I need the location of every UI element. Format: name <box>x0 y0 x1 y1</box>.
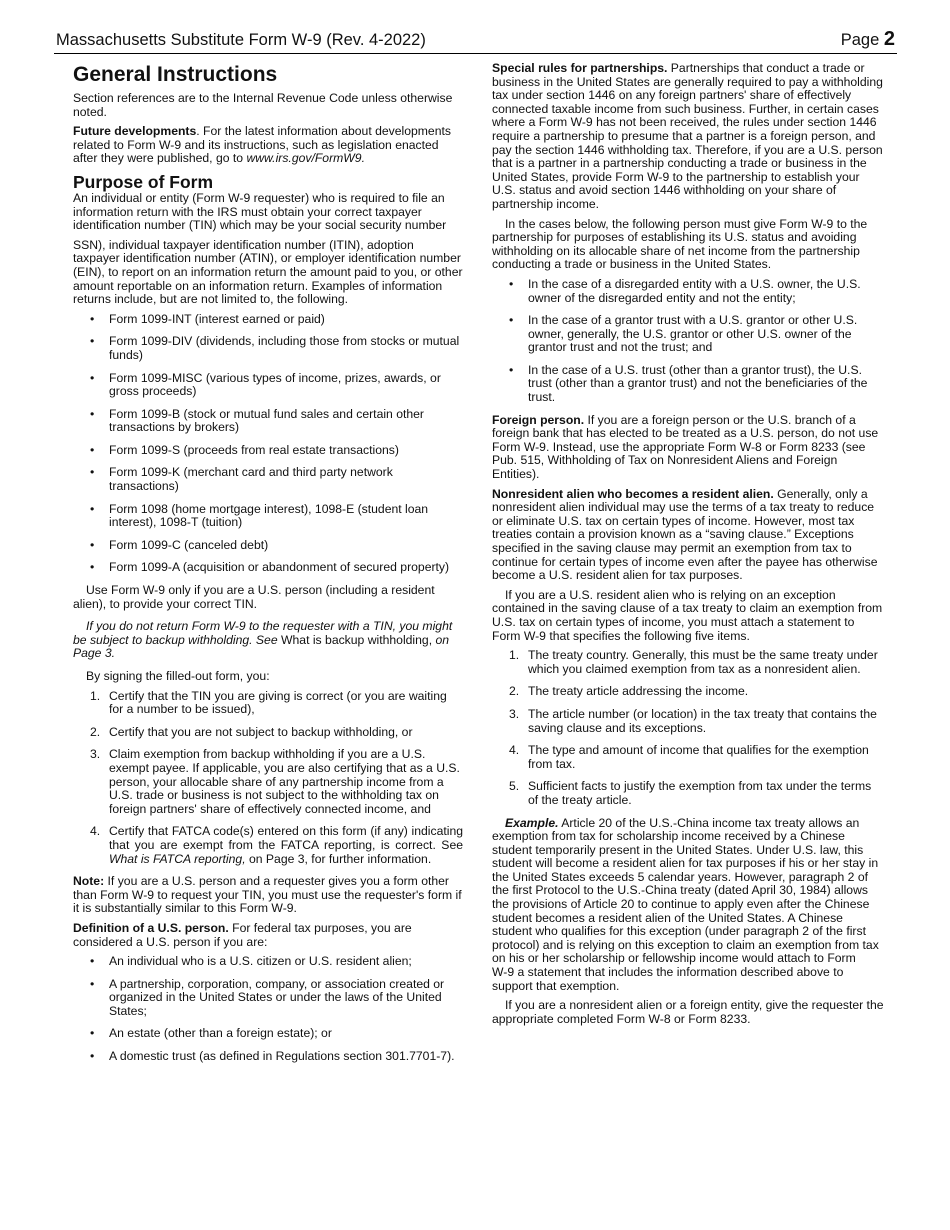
list-item <box>73 825 463 866</box>
right-column <box>492 62 884 1032</box>
item-text: Certify that you are not subject to backup withholding, or <box>109 724 413 739</box>
backup-withholding-paragraph <box>73 620 463 661</box>
future-developments-label: Future developments <box>73 124 197 139</box>
definition-paragraph <box>73 922 463 949</box>
foreign-person-text: If you are a foreign person or the U.S. branch of a foreign bank that has elected to be treated as a U.S. person, do not use Form W-9. Instead, use the appropriate Form W-8 or Form 8233 (see Pub. 515, Withholding of Tax on Nonresident Aliens and Foreign Entities). <box>492 412 879 482</box>
list-item: • Form 1099-MISC (various types of income, prizes, awards, or gross proceeds) <box>73 372 463 399</box>
list-item: • Form 1098 (home mortgage interest), 1098-E (student loan interest), 1098-T (tuition) <box>73 503 463 530</box>
list-item: • Form 1099-A (acquisition or abandonment of secured property) <box>73 561 463 575</box>
use-form-paragraph: Use Form W-9 only if you are a U.S. person (including a resident alien), to provide your correct TIN. <box>73 583 435 611</box>
item-text: The treaty article addressing the income. <box>528 684 749 699</box>
item-number: 3. <box>509 706 520 721</box>
list-item <box>73 748 463 816</box>
list-item <box>492 780 884 807</box>
special-rules-label: Special rules for partnerships. <box>492 61 668 75</box>
list-item: • In the case of a U.S. trust (other than a grantor trust), the U.S. trust (other than a grantor trust) and not the beneficiaries of the trust. <box>492 364 884 405</box>
nonresident-alien-paragraph <box>492 488 884 583</box>
certify-list <box>73 690 463 867</box>
item-number: 4. <box>90 824 101 839</box>
list-item <box>73 726 463 740</box>
note-paragraph <box>73 875 463 916</box>
special-rules-text: Partnerships that conduct a trade or business in the United States are generally required to pay a withholding tax under section 1446 on any foreign partners' share of effectively connected taxable income from such business. Further, in certain cases where a Form W-9 has not been received, the rules under section 1446 require a partnership to presume that a partner is a foreign person, and pay the section 1446 withholding tax. Therefore, if you are a U.S. person that is a partner in a partnership conducting a trade or business in the United States, provide Form W-9 to the partnership to establish your <box>492 61 883 184</box>
item-text: The treaty country. Generally, this must be the same treaty under which you claimed exemption from tax as a nonresident alien. <box>528 648 878 676</box>
list-item: • An estate (other than a foreign estate); or <box>73 1027 463 1041</box>
foreign-person-label: Foreign person. <box>492 412 585 427</box>
item-number: 3. <box>90 747 101 762</box>
list-item: • Form 1099-DIV (dividends, including those from stocks or mutual funds) <box>73 335 463 362</box>
list-item: • Form 1099-C (canceled debt) <box>73 539 463 553</box>
special-rules-paragraph <box>492 62 884 184</box>
item-text: The article number (or location) in the tax treaty that contains the saving clause and its exceptions. <box>528 706 877 735</box>
cases-intro-paragraph: In the cases below, the following person must give Form W-9 to the partnership for purposes of establishing its U.S. status and avoiding withholding on its allocable share of net income from the partnership conducting a trade or business in the United States. <box>492 216 868 272</box>
list-item: • Form 1099-B (stock or mutual fund sales and certain other transactions by brokers) <box>73 408 463 435</box>
by-signing-paragraph: By signing the filled-out form, you: <box>86 669 270 683</box>
list-item: • Form 1099-S (proceeds from real estate transactions) <box>73 444 463 458</box>
list-item: • An individual who is a U.S. citizen or U.S. resident alien; <box>73 955 463 969</box>
page-header <box>54 28 897 54</box>
backup-warning-text: If you do not return Form W-9 to the requester with a TIN, you might be subject to backup withholding. See <box>73 619 453 647</box>
list-item <box>492 744 884 771</box>
section-references-paragraph: Section references are to the Internal Revenue Code unless otherwise noted. <box>73 91 453 119</box>
item-text: Certify that the TIN you are giving is correct (or you are waiting for a number to be issued), <box>109 688 447 717</box>
us-person-list <box>73 955 463 1064</box>
list-item <box>492 685 884 699</box>
item-text: Claim exemption from backup withholding if you are a U.S. exempt payee. If applicable, you are also certifying that as a U.S. person, your allocable share of any partnership income from a U.S. trade or business is not subject to the withholding tax on foreign partners' share of effectively connected income, and <box>109 747 460 816</box>
backup-page-ref: on Page 3. <box>73 632 450 661</box>
list-item <box>492 649 884 676</box>
future-developments-text: . For the latest information about developments related to Form W-9 and its instructions, such as legislation enacted after they were published, go to <box>73 124 451 166</box>
nonresident-alien-text: Generally, only a nonresident alien individual may use the terms of a tax treaty to reduce or eliminate U.S. tax on certain types of income. However, most tax treaties contain a provision known as a “saving clause.” Exceptions specified in the saving clause may permit an exemption from tax to continue for certain types of income even after the payee has otherwise become a U.S. resident alien for tax purposes. <box>492 486 878 583</box>
list-item: • A domestic trust (as defined in Regulations section 301.7701-7). <box>73 1050 463 1064</box>
example-text: Article 20 of the U.S.-China income tax treaty allows an exemption from tax for scholarship income received by a Chinese student temporarily present in the United States. Under U.S. law, this student will become a resident alien for tax purposes if his or her stay in the United States exceeds 5 calendar years. However, paragraph 2 of the first Protocol to the U.S.-China treaty (dated April 30, 1984) allows the provisions of Article 20 to continue to apply even after the Chinese student becomes a resident alien of the United States. A Chinese student who qualifies for this exception (under paragraph 2 of the first protocol) and is relying on this exception to claim an exemption from tax on his or her scholarship or fellowship income would attach to Form <box>492 815 879 966</box>
item-number: 2. <box>90 724 101 739</box>
item-number: 2. <box>509 684 520 699</box>
cases-list <box>492 278 884 405</box>
purpose-paragraph-1: An individual or entity (Form W-9 requester) who is required to file an information return with the IRS must obtain your correct taxpayer identification number (TIN) which may be your social security number <box>73 190 447 233</box>
note-label: Note: <box>73 874 105 889</box>
list-item: • A partnership, corporation, company, or association created or organized in the United States or under the laws of the United States; <box>73 978 463 1019</box>
nonresident-alien-label: Nonresident alien who becomes a resident alien. <box>492 486 774 501</box>
special-rules-continued: U.S. status and avoid section 1446 withholding on your share of partnership income. <box>492 183 837 211</box>
purpose-of-form-heading: Purpose of Form <box>73 171 214 192</box>
purpose-paragraph-2: SSN), individual taxpayer identification number (ITIN), adoption taxpayer identification number (ATIN), or employer identification number (EIN), to report on an information return the amount paid to you, or other amount reportable on an information return. Examples of information returns include, but are not limited to, the following. <box>73 237 463 307</box>
list-item: • Form 1099-K (merchant card and third party network transactions) <box>73 466 463 493</box>
fatca-ref: What is FATCA reporting, <box>109 851 246 866</box>
item-number: 4. <box>509 743 520 758</box>
backup-withholding-ref: What is backup withholding, <box>281 632 436 647</box>
example-continued: W-9 a statement that includes the information described above to support that exemption. <box>492 965 844 993</box>
list-item <box>492 708 884 735</box>
item-number: 1. <box>509 648 520 663</box>
item-text: Sufficient facts to justify the exemption from tax under the terms of the treaty article. <box>528 779 872 807</box>
example-paragraph <box>492 817 884 967</box>
definition-label: Definition of a U.S. person. <box>73 920 229 935</box>
item-number: 1. <box>90 688 101 703</box>
page-number-label <box>841 28 895 51</box>
definition-text: For federal tax purposes, you are considered a U.S. person if you are: <box>73 920 412 949</box>
information-returns-list <box>73 313 463 575</box>
list-item: • Form 1099-INT (interest earned or paid) <box>73 313 463 327</box>
five-items-list <box>492 649 884 807</box>
resident-alien-paragraph: If you are a U.S. resident alien who is relying on an exception contained in the saving clause of a tax treaty to claim an exemption from U.S. tax on certain types of income, you must attach a statement to Form W-9 that specifies the following five items. <box>492 587 883 643</box>
irs-link[interactable]: www.irs.gov/FormW9. <box>246 151 365 166</box>
page-number: 2 <box>883 28 895 50</box>
foreign-person-paragraph <box>492 414 884 482</box>
general-instructions-heading: General Instructions <box>73 63 278 86</box>
page-word: Page <box>840 31 880 49</box>
form-title: Massachusetts Substitute Form W-9 (Rev. 4-2022) <box>56 31 426 49</box>
item-text-end: on Page 3, for further information. <box>245 851 432 866</box>
list-item: • In the case of a grantor trust with a U.S. grantor or other U.S. owner, generally, the U.S. grantor or other U.S. owner of the grantor trust and not the trust; and <box>492 314 884 355</box>
future-developments-paragraph <box>73 125 463 166</box>
note-text: If you are a U.S. person and a requester gives you a form other than Form W-9 to request your TIN, you must use the requester's form if it is substantially similar to this Form W-9. <box>73 874 462 916</box>
final-paragraph: If you are a nonresident alien or a foreign entity, give the requester the appropriate completed Form W-8 or Form 8233. <box>492 998 884 1026</box>
list-item <box>73 690 463 717</box>
left-column <box>73 62 463 1073</box>
list-item: • In the case of a disregarded entity with a U.S. owner, the U.S. owner of the disregarded entity and not the entity; <box>492 278 884 305</box>
example-label: Example. <box>505 815 559 830</box>
item-number: 5. <box>509 779 520 794</box>
item-text: Certify that FATCA code(s) entered on this form (if any) indicating that you are exempt from the FATCA reporting, is correct. See <box>109 824 463 852</box>
item-text: The type and amount of income that qualifies for the exemption from tax. <box>528 743 869 771</box>
